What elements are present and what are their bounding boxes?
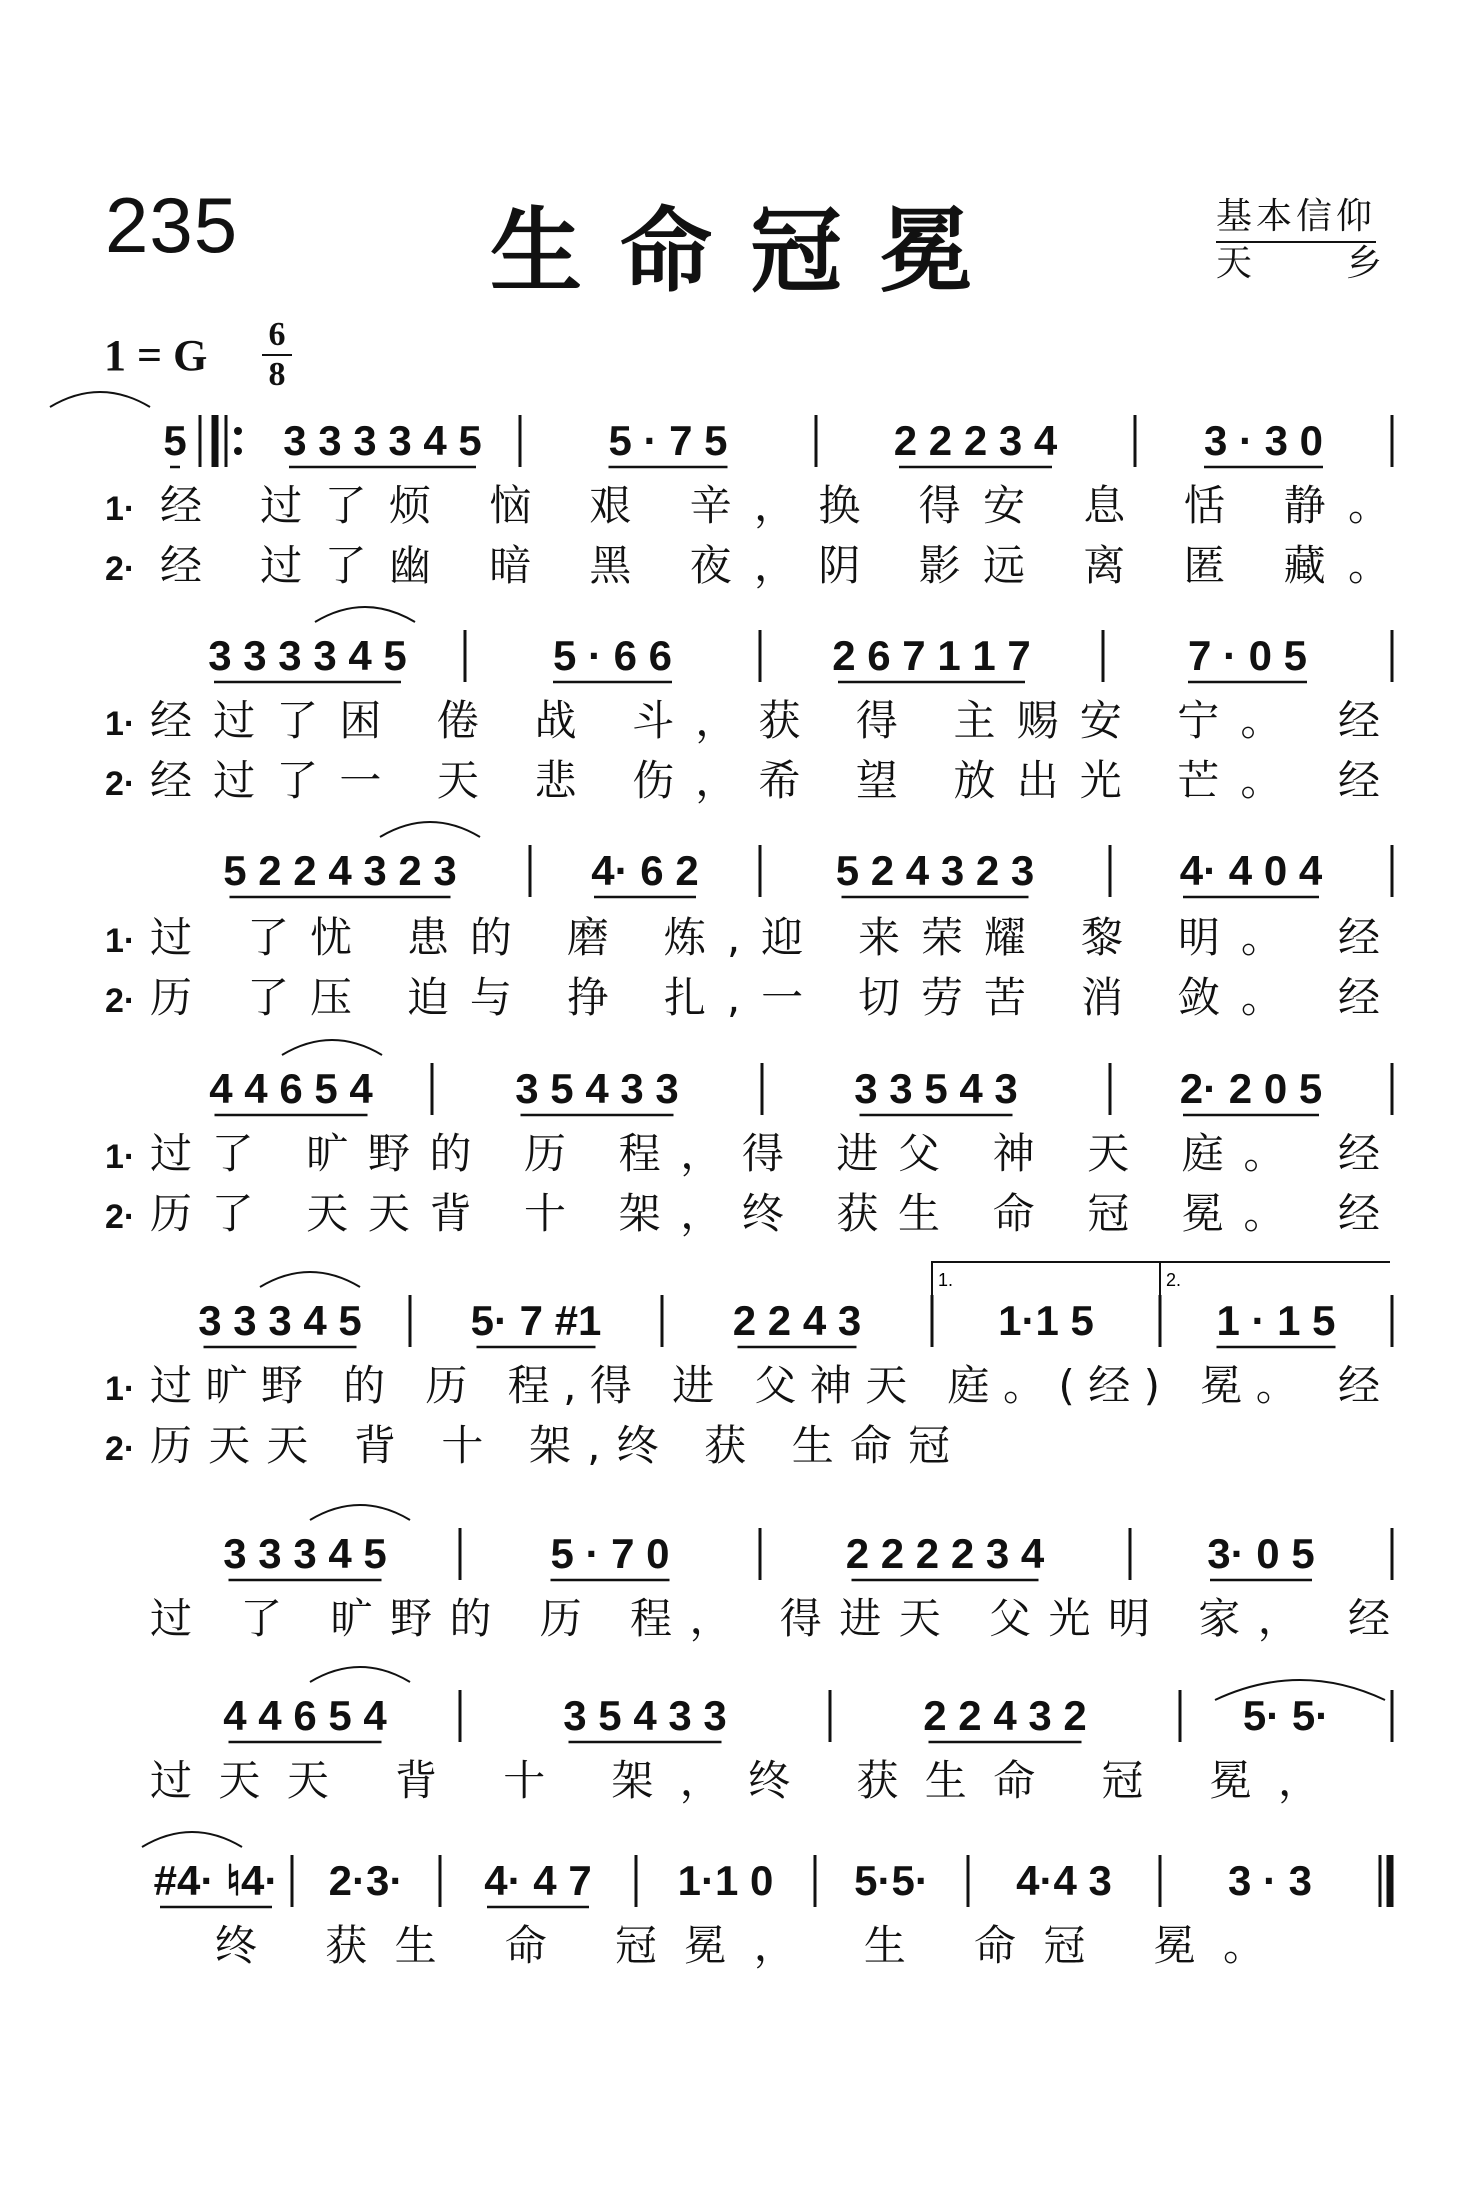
note-measure: 4· 4 0 4 — [1179, 847, 1323, 894]
note-measure: 5· 5· — [1242, 1692, 1330, 1739]
note-measure: 2 6 7 1 1 7 — [832, 632, 1031, 679]
verse-number: 2· — [105, 1198, 136, 1236]
second-ending-bracket — [1160, 1262, 1390, 1300]
lyric-line: 经 过了烦 恼 艰 辛，换 得安 息 恬 静。 — [160, 481, 1390, 530]
note-measure: 1·1 5 — [998, 1297, 1094, 1344]
lyric-line: 经过了困 倦 战 斗，获 得 主赐安 宁。 经 — [150, 696, 1380, 745]
note-measure: 2· 2 0 5 — [1179, 1065, 1323, 1112]
verse-number: 1· — [105, 705, 136, 743]
note-measure: 3 3 3 3 4 5 — [283, 417, 482, 464]
note-measure: 3 3 3 3 4 5 — [208, 632, 407, 679]
note-measure: 4· 6 2 — [591, 847, 699, 894]
slur — [282, 1040, 382, 1055]
repeat-dot — [234, 427, 242, 435]
note-measure: 3 · 3 — [1227, 1857, 1313, 1904]
note-measure: 1·1 0 — [677, 1857, 774, 1904]
note-measure: 5 · 7 5 — [608, 417, 728, 464]
note-measure: 4 4 6 5 4 — [223, 1692, 387, 1739]
slur — [310, 1505, 410, 1520]
lyric-line: 经 过了幽 暗 黑 夜，阴 影远 离 匿 藏。 — [160, 541, 1390, 590]
lyric-line: 过 了忧 患的 磨 炼,迎 来荣耀 黎 明。 经 — [150, 913, 1380, 962]
second-ending-label: 2. — [1166, 1270, 1182, 1290]
lyric-line: 过 了 旷野的 历 程， 得进天 父光明 家， 经 — [150, 1594, 1390, 1643]
note-measure: 5 · 6 6 — [552, 632, 673, 679]
page-title: 生命冠冕 — [490, 198, 1011, 305]
key-signature: 1 = G — [104, 331, 208, 380]
verse-number: 1· — [105, 922, 136, 960]
note-measure: 5 2 4 3 2 3 — [835, 847, 1035, 894]
time-signature-bottom: 8 — [268, 356, 286, 393]
lyric-line: 终 获生 命 冠冕， 生 命冠 冕。 — [215, 1921, 1265, 1970]
note-measure: 5 2 2 4 3 2 3 — [223, 847, 457, 894]
note-measure: 1 · 1 5 — [1216, 1297, 1336, 1344]
note-measure: 5 — [163, 417, 187, 464]
note-measure: 2 2 4 3 2 — [923, 1692, 1087, 1739]
slur — [380, 822, 480, 837]
lyric-line: 历 了压 迫与 挣 扎,一 切劳苦 消 敛。 经 — [150, 973, 1380, 1022]
note-measure: 3· 0 5 — [1207, 1530, 1315, 1577]
first-ending-bracket — [932, 1262, 1160, 1300]
first-ending-label: 1. — [938, 1270, 954, 1290]
lyric-line: 过天天 背 十 架，终 获生命 冠 冕， — [150, 1756, 1320, 1805]
note-measure: #4· ♮4· — [153, 1857, 279, 1904]
slur — [315, 607, 415, 622]
lyric-line: 过了 旷野的 历 程，得 进父 神 天 庭。 经 — [150, 1129, 1380, 1178]
note-measure: 3 5 4 3 3 — [563, 1692, 727, 1739]
note-measure: 2·3· — [328, 1857, 404, 1904]
slur — [310, 1667, 410, 1682]
note-measure: 5 · 7 0 — [550, 1530, 670, 1577]
note-measure: 3 3 3 4 5 — [198, 1297, 362, 1344]
time-signature-top: 6 — [268, 316, 286, 353]
verse-number: 2· — [105, 982, 136, 1020]
note-measure: 2 2 2 3 4 — [893, 417, 1058, 464]
note-measure: 3 3 3 4 5 — [223, 1530, 387, 1577]
verse-number: 1· — [105, 1138, 136, 1176]
note-measure: 3 3 5 4 3 — [854, 1065, 1018, 1112]
category-label: 基本信仰 — [1216, 188, 1376, 243]
lyric-line: 历了 天天背 十 架，终 获生 命 冠 冕。 经 — [150, 1189, 1380, 1238]
verse-number: 1· — [105, 1370, 136, 1408]
lyricist-given: 天 — [1216, 243, 1253, 284]
note-measure: 2 2 2 2 3 4 — [845, 1530, 1045, 1577]
note-measure: 4· 4 7 — [484, 1857, 592, 1904]
lyricist-family: 乡 — [1346, 243, 1383, 284]
hymn-number: 235 — [105, 181, 239, 269]
note-measure: 3 5 4 3 3 — [515, 1065, 679, 1112]
note-measure: 7 · 0 5 — [1187, 632, 1308, 679]
repeat-dot — [234, 447, 242, 455]
note-measure: 3 · 3 0 — [1203, 417, 1324, 464]
verse-number: 2· — [105, 1430, 136, 1468]
verse-number: 1· — [105, 490, 136, 528]
note-measure: 4·4 3 — [1016, 1857, 1112, 1904]
verse-number: 2· — [105, 765, 136, 803]
lyric-line: 历天天 背 十 架,终 获 生命冠 — [150, 1421, 950, 1470]
note-measure: 4 4 6 5 4 — [209, 1065, 373, 1112]
lyric-line: 过旷野 的 历 程,得 进 父神天 庭。(经) 冕。 经 — [150, 1361, 1380, 1410]
verse-number: 2· — [105, 550, 136, 588]
slur — [260, 1272, 360, 1287]
note-measure: 5· 7 #1 — [470, 1297, 602, 1344]
slur — [142, 1832, 242, 1847]
note-measure: 5·5· — [854, 1857, 929, 1904]
note-measure: 2 2 4 3 — [732, 1297, 862, 1344]
slur — [50, 392, 150, 407]
lyric-line: 经过了一 天 悲 伤，希 望 放出光 芒。 经 — [150, 756, 1380, 805]
